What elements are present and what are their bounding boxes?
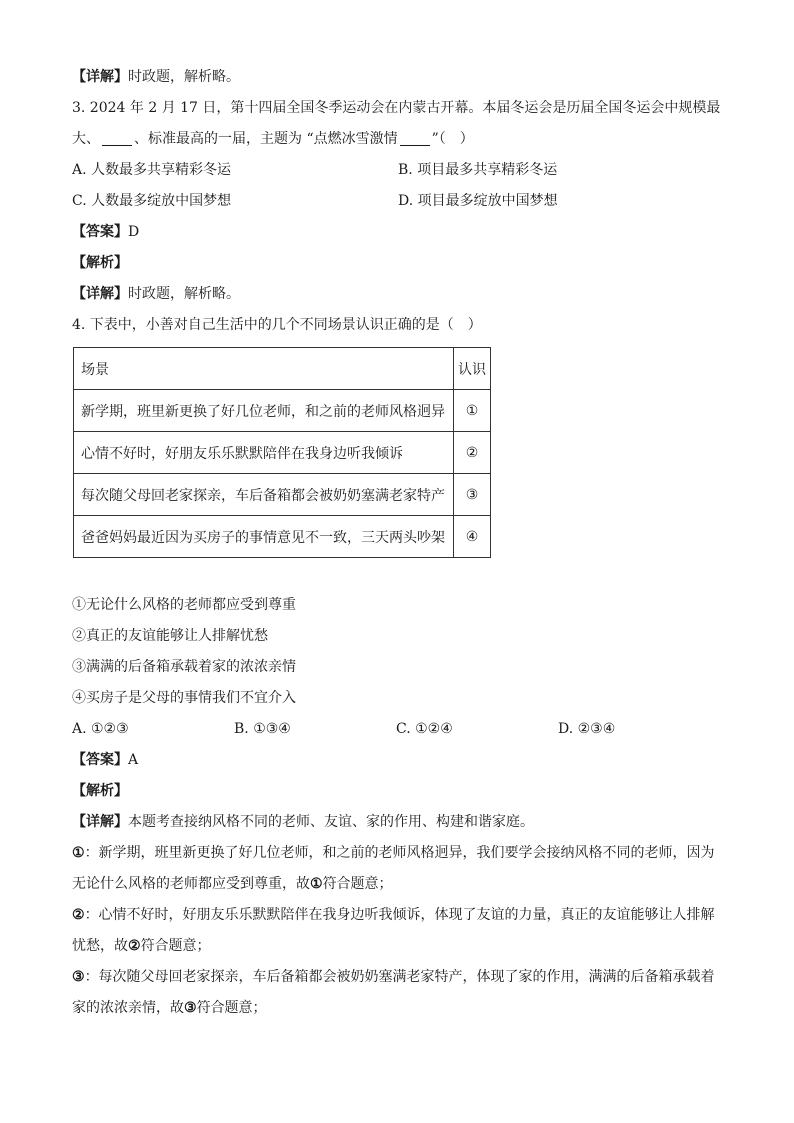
fill-blank	[102, 129, 132, 146]
answer-value: A	[128, 752, 139, 768]
table-row	[74, 390, 491, 432]
table-cell-recognition: ③	[454, 474, 491, 516]
q3-stem-line2	[72, 124, 722, 155]
q3-option-d: D. 项目最多绽放中国梦想	[398, 193, 558, 209]
table-row	[74, 516, 491, 558]
q3-stem-part-b: 、标准最高的一届，主题为 “点燃冰雪激情	[134, 131, 398, 147]
answer-tag: 【答案】	[72, 224, 128, 240]
detail-text: 时政题，解析略。	[128, 286, 240, 302]
q3-stem-part-a: 大、	[72, 131, 100, 147]
q4-explanation-3	[72, 962, 722, 1024]
table-header-recognition: 认识	[454, 348, 491, 390]
detail-tag: 【详解】	[72, 69, 128, 85]
explanation-line1: ：新学期，班里新更换了好几位老师，和之前的老师风格迥异，我们要学会接纳风格不同的老师，因为	[84, 845, 715, 861]
answer-value: D	[128, 224, 140, 240]
table-cell-recognition: ②	[454, 432, 491, 474]
q4-options	[72, 714, 722, 745]
explanation-number: ③	[72, 969, 85, 985]
explanation-number: ②	[72, 907, 85, 923]
q4-analysis-tag: 【解析】	[72, 783, 128, 799]
q4-statement-2: ②真正的友谊能够让人排解忧愁	[72, 628, 268, 644]
q3-option-a: A. 人数最多共享精彩冬运	[72, 162, 232, 178]
table-header-row	[74, 348, 491, 390]
q4-explanation-1	[72, 838, 722, 900]
q4-option-a: A. ①②③	[72, 721, 129, 737]
explanation-line2a: 家的浓浓亲情，故	[72, 1000, 184, 1016]
q4-option-b: B. ①③④	[234, 721, 291, 737]
q4-stem: 4. 下表中，小善对自己生活中的几个不同场景认识正确的是（ ）	[72, 317, 482, 333]
document-page	[72, 62, 722, 1024]
table-cell-scene: 心情不好时，好朋友乐乐默默陪伴在我身边听我倾诉	[74, 432, 454, 474]
q4-statement-3: ③满满的后备箱承载着家的浓浓亲情	[72, 659, 296, 675]
explanation-number: ①	[72, 845, 85, 861]
q3-options-row2	[72, 186, 722, 217]
explanation-line1: ：心情不好时，好朋友乐乐默默陪伴在我身边听我倾诉，体现了友谊的力量，真正的友谊能够让人排解	[84, 907, 715, 923]
q3-option-c: C. 人数最多绽放中国梦想	[72, 193, 232, 209]
q3-option-b: B. 项目最多共享精彩冬运	[398, 162, 558, 178]
q4-detail	[72, 807, 722, 838]
explanation-line2a: 无论什么风格的老师都应受到尊重，故	[72, 876, 310, 892]
detail-text: 本题考查接纳风格不同的老师、友谊、家的作用、构建和谐家庭。	[128, 814, 534, 830]
explanation-line2b: 符合题意；	[140, 938, 211, 954]
detail-tag: 【详解】	[72, 286, 128, 302]
table-cell-recognition: ①	[454, 390, 491, 432]
explanation-mark: ②	[128, 938, 141, 954]
explanation-mark: ③	[184, 1000, 197, 1016]
scene-table	[73, 347, 491, 558]
explanation-mark: ①	[310, 876, 323, 892]
q4-option-c: C. ①②④	[396, 721, 453, 737]
table-cell-scene: 每次随父母回老家探亲，车后备箱都会被奶奶塞满老家特产	[74, 474, 454, 516]
explanation-line1: ：每次随父母回老家探亲，车后备箱都会被奶奶塞满老家特产，体现了家的作用，满满的后备箱承载着	[84, 969, 715, 985]
table-cell-recognition: ④	[454, 516, 491, 558]
explanation-line2b: 符合题意；	[322, 876, 393, 892]
q3-options-row1	[72, 155, 722, 186]
q4-statement-4: ④买房子是父母的事情我们不宜介入	[72, 690, 296, 706]
q3-analysis-tag: 【解析】	[72, 255, 128, 271]
detail-text: 时政题，解析略。	[128, 69, 240, 85]
q4-option-d: D. ②③④	[558, 721, 616, 737]
explanation-line2a: 忧愁，故	[72, 938, 128, 954]
q3-stem-line1: 3. 2024 年 2 月 17 日，第十四届全国冬季运动会在内蒙古开幕。本届冬运会是历届全国冬运会中规模最	[72, 100, 721, 116]
table-row	[74, 432, 491, 474]
q3-answer	[72, 217, 722, 248]
q4-explanation-2	[72, 900, 722, 962]
table-cell-scene: 爸爸妈妈最近因为买房子的事情意见不一致，三天两头吵架	[74, 516, 454, 558]
q3-stem-part-c: ”（ ）	[431, 131, 474, 147]
table-row	[74, 474, 491, 516]
table-header-scene: 场景	[74, 348, 454, 390]
answer-tag: 【答案】	[72, 752, 128, 768]
q4-answer	[72, 745, 722, 776]
q4-statement-1: ①无论什么风格的老师都应受到尊重	[72, 597, 296, 613]
detail-tag: 【详解】	[72, 814, 128, 830]
table-cell-scene: 新学期，班里新更换了好几位老师，和之前的老师风格迥异	[74, 390, 454, 432]
q2-detail	[72, 62, 722, 93]
explanation-line2b: 符合题意；	[196, 1000, 267, 1016]
q3-detail	[72, 279, 722, 310]
fill-blank	[400, 129, 430, 146]
